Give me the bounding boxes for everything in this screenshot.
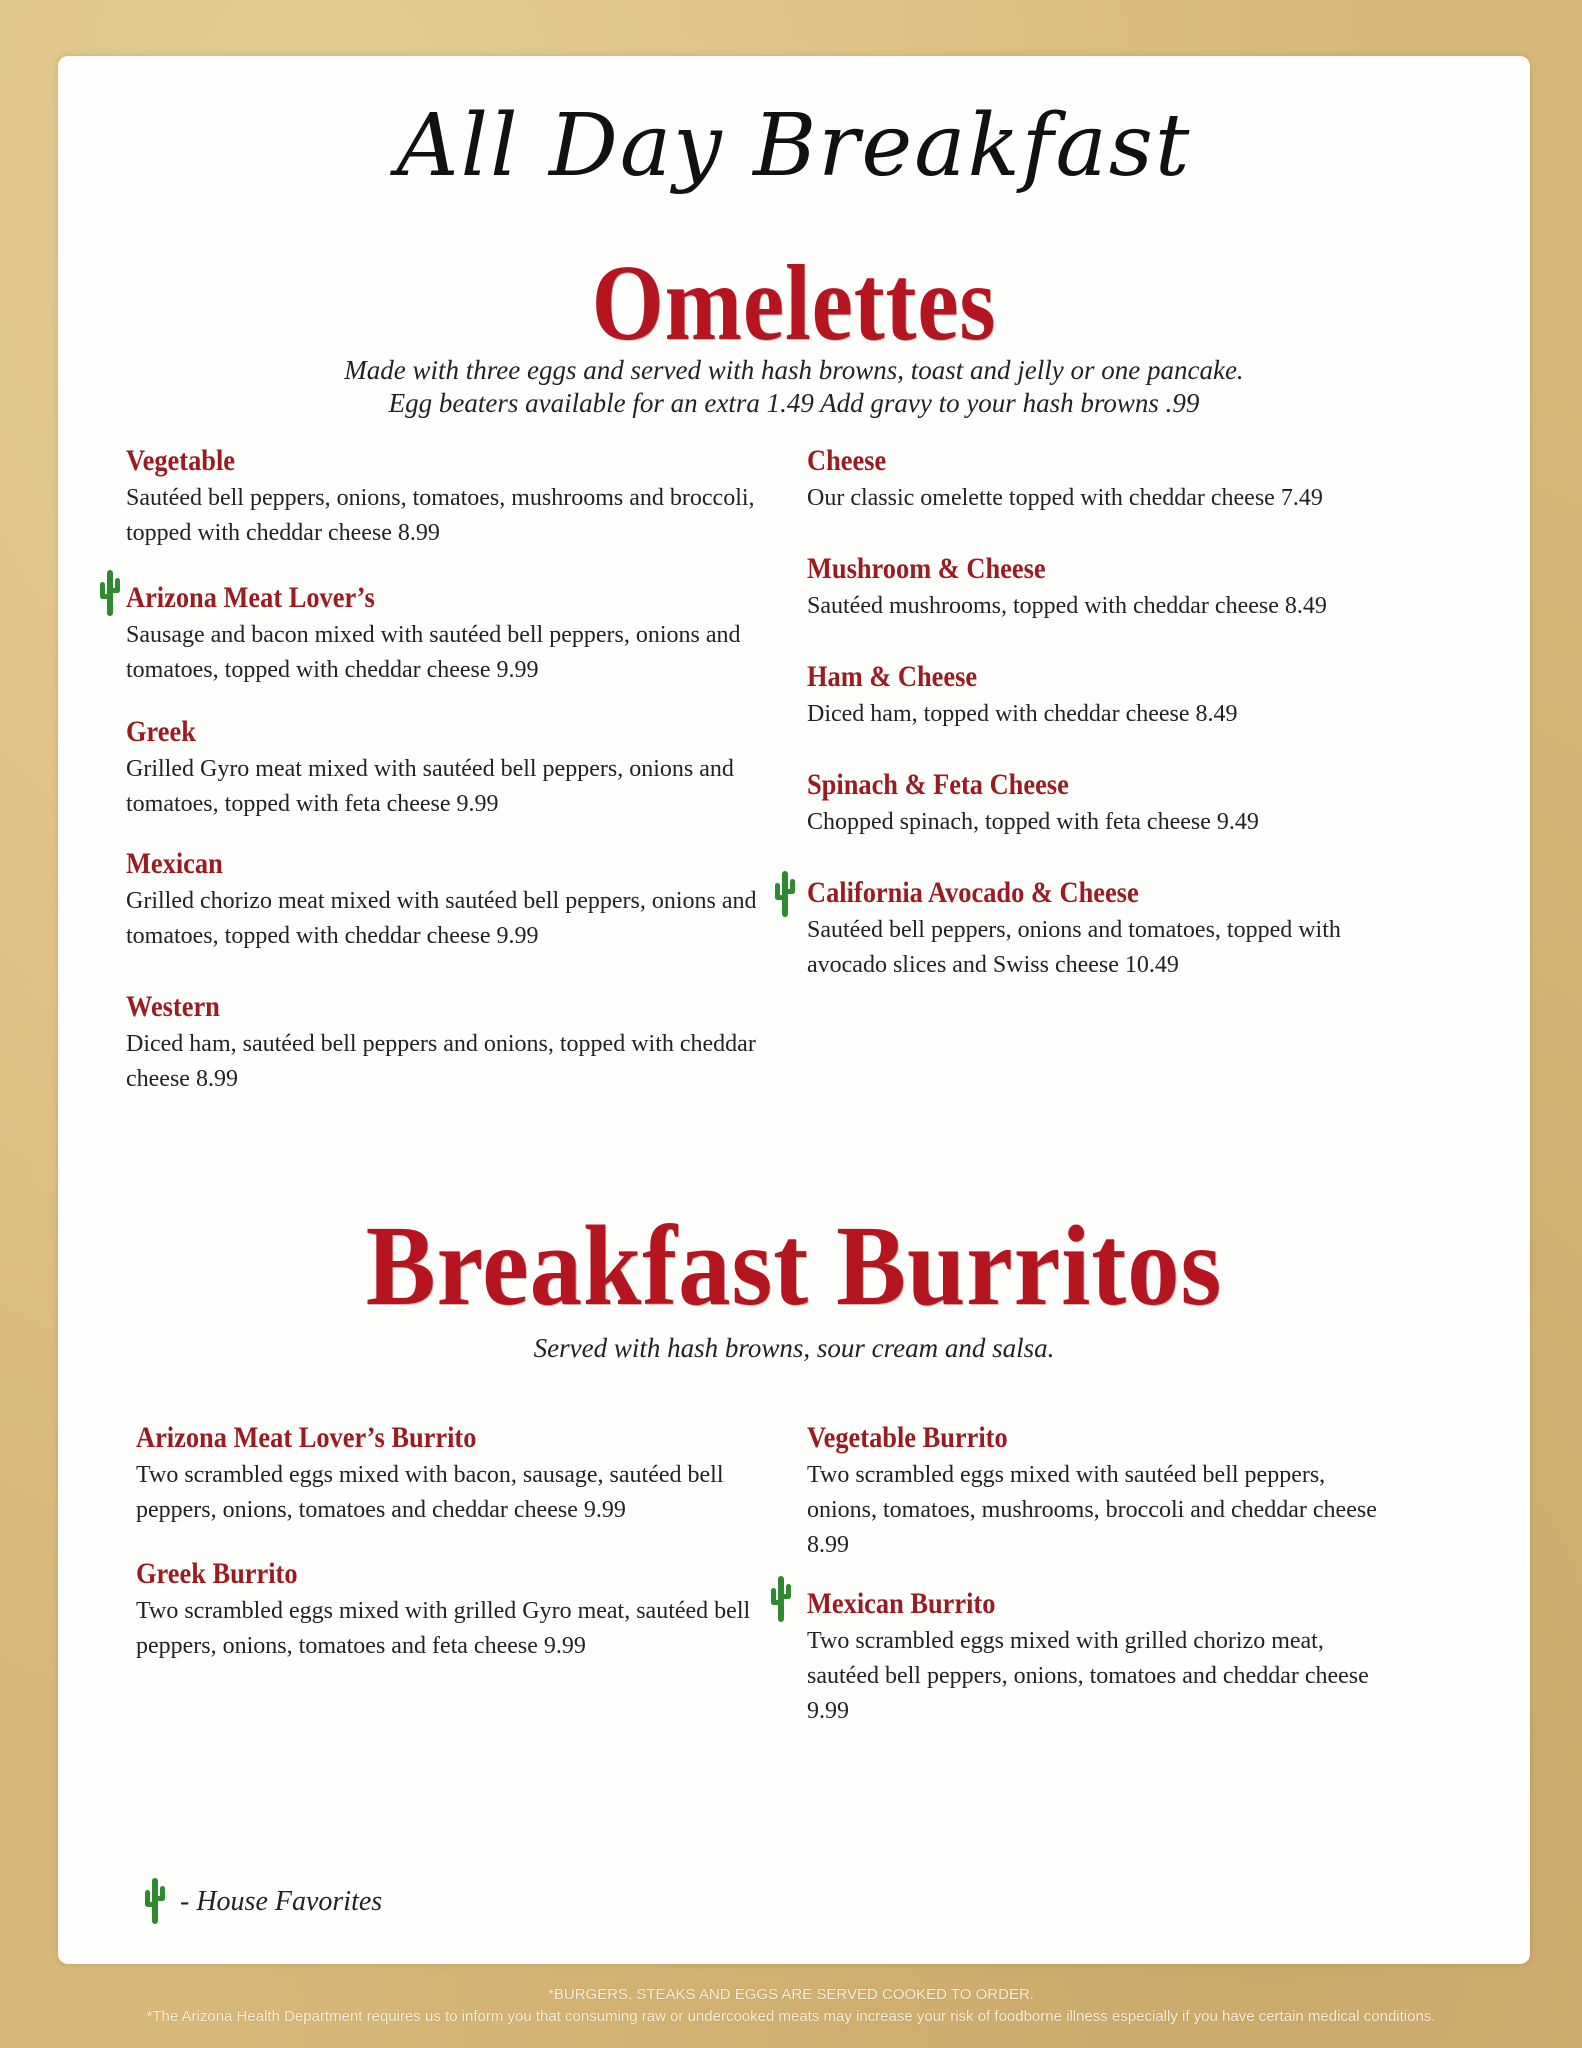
omelettes-heading: Omelettes	[591, 244, 997, 363]
item-name: Cheese	[807, 444, 887, 477]
item-description: Two scrambled eggs mixed with grilled chorizo meat, sautéed bell peppers, onions, tomatoes and cheddar cheese 9.99	[807, 1628, 1369, 1724]
omelettes-subtitle-line1: Made with three eggs and served with hash browns, toast and jelly or one pancake.	[344, 355, 1244, 385]
menu-item	[807, 1586, 1387, 1729]
menu-page	[58, 56, 1530, 1964]
item-name: Vegetable	[126, 444, 236, 477]
item-name: Ham & Cheese	[807, 660, 978, 693]
menu-item	[126, 714, 776, 822]
item-description: Chopped spinach, topped with feta cheese 9.49	[807, 809, 1259, 835]
item-name: Greek Burrito	[136, 1557, 298, 1590]
legend-label: - House Favorites	[180, 1886, 383, 1917]
item-description: Two scrambled eggs mixed with grilled Gyro meat, sautéed bell peppers, onions, tomatoes and feta cheese 9.99	[136, 1598, 751, 1659]
menu-item	[126, 580, 776, 688]
item-name: Greek	[126, 715, 196, 748]
house-favorites-legend	[144, 1876, 544, 1926]
item-name: Mushroom & Cheese	[807, 552, 1046, 585]
item-description: Sautéed bell peppers, onions, tomatoes, mushrooms and broccoli, topped with cheddar cheese 8.99	[126, 485, 755, 546]
item-description: Sautéed mushrooms, topped with cheddar cheese 8.49	[807, 593, 1327, 619]
burritos-subtitle: Served with hash browns, sour cream and salsa.	[533, 1333, 1055, 1363]
burritos-heading: Breakfast Burritos	[365, 1202, 1223, 1329]
item-name: Mexican Burrito	[807, 1587, 996, 1620]
menu-item	[807, 659, 1457, 732]
menu-item	[807, 875, 1407, 983]
menu-item	[807, 443, 1457, 516]
item-name: Arizona Meat Lover’s Burrito	[136, 1421, 477, 1454]
menu-item	[807, 767, 1457, 840]
menu-item	[136, 1420, 776, 1528]
item-description: Sautéed bell peppers, onions and tomatoes, topped with avocado slices and Swiss cheese 10.49	[807, 917, 1341, 978]
cactus-icon	[770, 1574, 792, 1622]
menu-item	[807, 551, 1457, 624]
item-description: Diced ham, topped with cheddar cheese 8.49	[807, 701, 1238, 727]
footer-cooked-notice: *BURGERS, STEAKS AND EGGS ARE SERVED COOKED TO ORDER.	[548, 1986, 1034, 2003]
page-title: All Day Breakfast	[396, 96, 1192, 196]
item-name: Western	[126, 990, 220, 1023]
menu-item	[807, 1420, 1387, 1563]
menu-item	[136, 1556, 776, 1664]
item-description: Sausage and bacon mixed with sautéed bell peppers, onions and tomatoes, topped with cheddar cheese 9.99	[126, 622, 741, 683]
item-description: Two scrambled eggs mixed with sautéed bell peppers, onions, tomatoes, mushrooms, broccoli and cheddar cheese 8.99	[807, 1462, 1377, 1558]
item-name: California Avocado & Cheese	[807, 876, 1139, 909]
item-description: Diced ham, sautéed bell peppers and onions, topped with cheddar cheese 8.99	[126, 1031, 756, 1092]
item-name: Mexican	[126, 847, 223, 880]
item-description: Two scrambled eggs mixed with bacon, sausage, sautéed bell peppers, onions, tomatoes and cheddar cheese 9.99	[136, 1462, 724, 1523]
item-name: Vegetable Burrito	[807, 1421, 1008, 1454]
item-description: Grilled chorizo meat mixed with sautéed bell peppers, onions and tomatoes, topped with cheddar cheese 9.99	[126, 888, 757, 949]
cactus-icon	[99, 568, 121, 616]
item-name: Spinach & Feta Cheese	[807, 768, 1069, 801]
menu-item	[126, 989, 776, 1097]
cactus-icon	[774, 869, 796, 917]
item-description: Our classic omelette topped with cheddar cheese 7.49	[807, 485, 1323, 511]
item-name: Arizona Meat Lover’s	[126, 581, 375, 614]
cactus-icon	[144, 1876, 166, 1924]
omelettes-subtitle	[58, 354, 1530, 420]
menu-item	[126, 443, 776, 551]
omelettes-subtitle-line2: Egg beaters available for an extra 1.49 Add gravy to your hash browns .99	[388, 388, 1200, 418]
footer-health-notice: *The Arizona Health Department requires us to inform you that consuming raw or undercooked meats may increase your risk of foodborne illness especially if you have certain medical conditions.	[146, 2008, 1436, 2025]
item-description: Grilled Gyro meat mixed with sautéed bell peppers, onions and tomatoes, topped with feta cheese 9.99	[126, 756, 734, 817]
menu-item	[126, 846, 776, 954]
